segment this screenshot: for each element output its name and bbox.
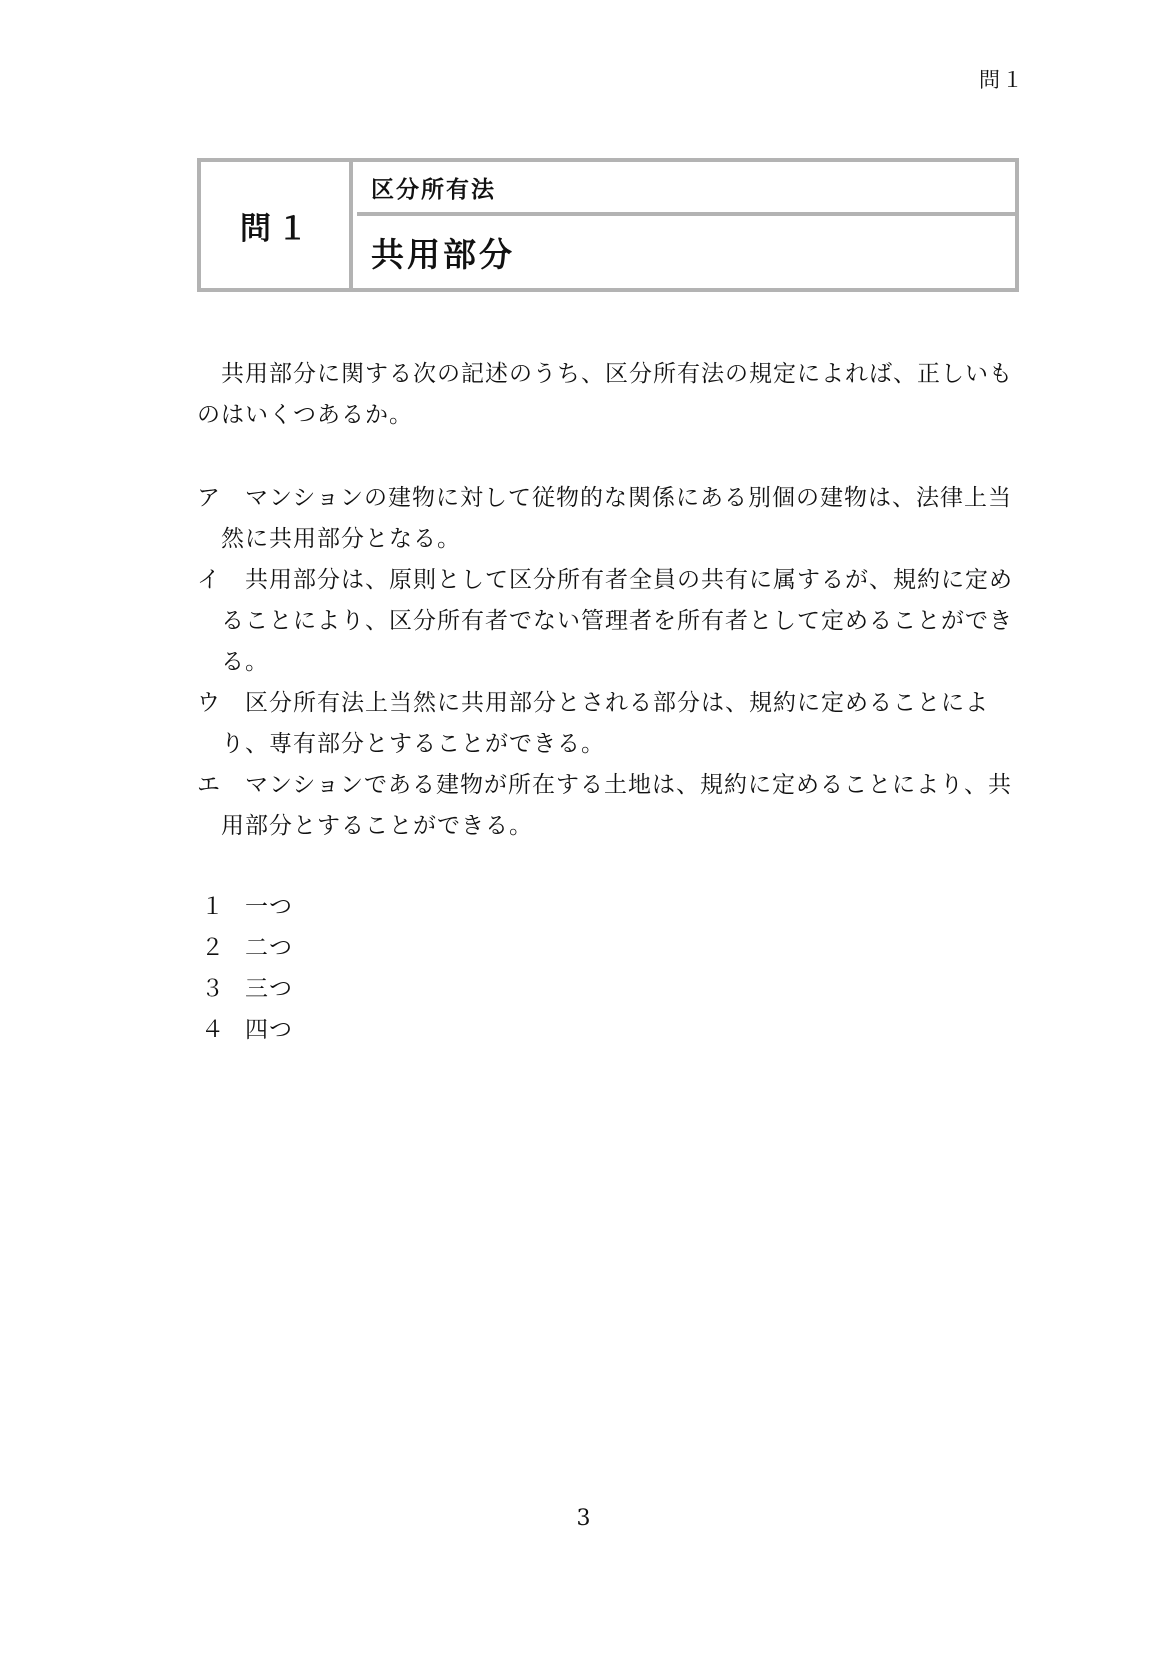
choice-text: 四つ	[245, 1017, 293, 1043]
answer-choice	[197, 969, 1025, 1010]
choice-number: ３	[201, 976, 225, 1002]
statement-text: マンションである建物が所在する土地は、規約に定めることにより、共用部分とすることができる。	[221, 772, 1012, 839]
statement-item	[197, 478, 1025, 560]
page-number: 3	[576, 1506, 591, 1531]
choice-number: １	[201, 894, 225, 920]
answer-choice	[197, 1010, 1025, 1051]
statement-label: イ	[197, 567, 221, 593]
question-topic: 共用部分	[371, 234, 515, 274]
answer-choice	[197, 928, 1025, 969]
answer-choices	[197, 887, 1025, 1051]
choice-text: 二つ	[245, 935, 293, 961]
question-intro: 共用部分に関する次の記述のうち、区分所有法の規定によれば、正しいものはいくつあるか。	[197, 361, 1013, 428]
answer-choice	[197, 887, 1025, 928]
statement-list	[197, 478, 1025, 847]
statement-label: エ	[197, 772, 221, 798]
choice-text: 三つ	[245, 976, 293, 1002]
statement-text: 区分所有法上当然に共用部分とされる部分は、規約に定めることにより、専有部分とすることができる。	[221, 690, 989, 757]
statement-item	[197, 560, 1025, 683]
statement-label: ア	[197, 485, 221, 511]
title-right-panel	[357, 162, 1015, 288]
statement-label: ウ	[197, 690, 221, 716]
question-category: 区分所有法	[357, 162, 1015, 216]
statement-text: 共用部分は、原則として区分所有者全員の共有に属するが、規約に定めることにより、区分所有者でない管理者を所有者として定めることができる。	[221, 567, 1013, 675]
choice-number: ４	[201, 1017, 225, 1043]
choice-text: 一つ	[245, 894, 293, 920]
statement-item	[197, 765, 1025, 847]
question-number: 問１	[201, 162, 353, 288]
question-content	[197, 354, 1025, 1051]
page-header-question-ref: 問１	[979, 68, 1025, 92]
choice-number: ２	[201, 935, 225, 961]
question-title-box	[197, 158, 1019, 292]
statement-item	[197, 683, 1025, 765]
statement-text: マンションの建物に対して従物的な関係にある別個の建物は、法律上当然に共用部分となる。	[221, 485, 1012, 552]
